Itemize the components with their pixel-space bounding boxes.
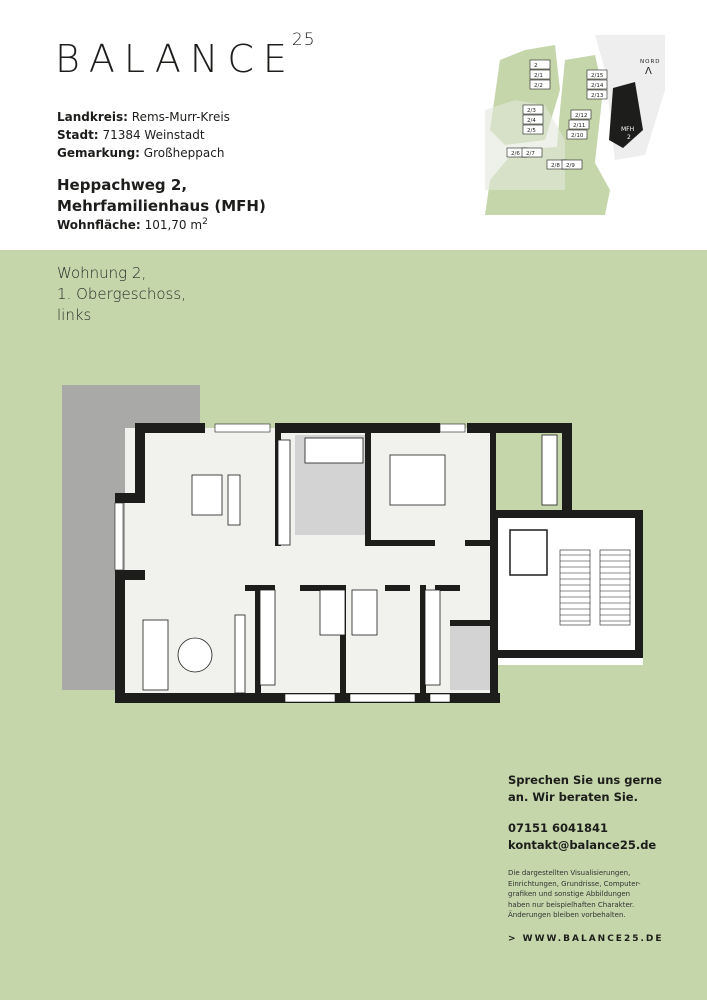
bathtub [305, 438, 363, 463]
sideboard [228, 475, 240, 525]
sofa [143, 620, 168, 690]
meta-stadt-value: 71384 Weinstadt [102, 128, 205, 142]
north-label: NORD [640, 59, 661, 65]
bed-room-2 [320, 590, 345, 635]
site-unit-label: 2/4 [527, 118, 536, 124]
kitchen-counter [278, 440, 290, 545]
site-unit-label: 2/11 [573, 123, 586, 129]
site-map [485, 30, 665, 220]
double-bed [390, 455, 445, 505]
area-value: 101,70 m [144, 218, 203, 232]
dining-table [192, 475, 222, 515]
apartment-line-3: links [57, 306, 92, 324]
site-unit-label: 2/2 [534, 83, 543, 89]
site-unit-label: 2/10 [571, 133, 584, 139]
header [0, 0, 707, 250]
site-unit-label: 2/8 [551, 163, 560, 169]
title-line-1: Heppachweg 2, [57, 176, 188, 194]
site-unit-label: 2/6 [511, 151, 520, 157]
area-label: Wohnfläche: [57, 218, 141, 232]
disclaimer [508, 868, 658, 921]
north-arrow-icon: Λ [645, 66, 652, 77]
property-meta [57, 108, 230, 162]
page-title [57, 175, 266, 217]
site-unit-label: 2/9 [566, 163, 575, 169]
living-area [57, 217, 208, 232]
site-unit-label: 2/7 [526, 151, 535, 157]
tv-board [235, 615, 245, 693]
disclaimer-line: grafiken und sonstige Abbildungen [508, 890, 631, 898]
site-unit-label: 2/13 [591, 93, 604, 99]
disclaimer-line: haben nur beispielhaften Charakter. [508, 900, 635, 909]
site-unit-label: 2/3 [527, 108, 536, 114]
site-unit-label: 2/14 [591, 83, 604, 89]
brand-name: BALANCE [55, 37, 296, 81]
meta-gemarkung [57, 144, 230, 162]
site-unit-label: 2/1 [534, 73, 543, 79]
meta-landkreis-value: Rems-Murr-Kreis [131, 110, 230, 124]
site-mfh-label: MFH [621, 126, 635, 133]
floor-plan [55, 380, 665, 720]
meta-gemarkung-label: Gemarkung: [57, 146, 140, 160]
area-unit-sup: 2 [202, 217, 208, 227]
disclaimer-line: Einrichtungen, Grundrisse, Computer- [508, 879, 641, 888]
title-line-2: Mehrfamilienhaus (MFH) [57, 197, 266, 215]
meta-gemarkung-value: Großheppach [143, 146, 225, 160]
site-unit-label: 2/12 [575, 113, 588, 119]
meta-landkreis-label: Landkreis: [57, 110, 128, 124]
site-mfh-number: 2 [627, 134, 631, 141]
disclaimer-line: Änderungen bleiben vorbehalten. [508, 911, 626, 919]
apartment-label [57, 263, 186, 326]
elevator [510, 530, 547, 575]
site-unit-label: 2/15 [591, 73, 604, 79]
brand-suffix: 25 [291, 30, 316, 50]
contact-phone[interactable]: 07151 6041841 [508, 821, 609, 835]
apartment-line-1: Wohnung 2, [57, 264, 147, 282]
contact-block [508, 772, 662, 921]
meta-landkreis [57, 108, 230, 126]
apartment-line-2: 1. Obergeschoss, [57, 285, 186, 303]
brand-logo[interactable] [55, 30, 316, 81]
meta-stadt [57, 126, 230, 144]
site-unit-box [530, 60, 550, 69]
contact-email[interactable]: kontakt@balance25.de [508, 838, 657, 852]
site-unit-label: 2/5 [527, 128, 536, 134]
contact-heading-2: an. Wir beraten Sie. [508, 790, 638, 804]
guest-wc [450, 625, 490, 690]
meta-stadt-label: Stadt: [57, 128, 99, 142]
coffee-table [178, 638, 212, 672]
disclaimer-line: Die dargestellten Visualisierungen, [508, 869, 631, 877]
bed-room-3 [352, 590, 377, 635]
website-link[interactable]: > WWW.BALANCE25.DE [508, 934, 664, 944]
contact-heading-1: Sprechen Sie uns gerne [508, 773, 662, 787]
site-unit-label: 2 [534, 63, 538, 69]
